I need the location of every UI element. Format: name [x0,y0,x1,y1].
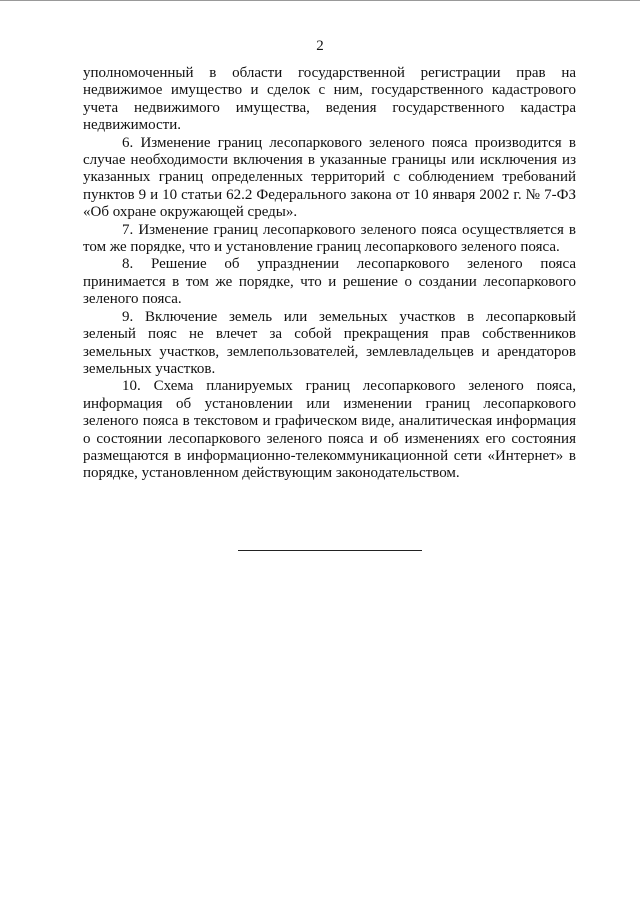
paragraph-10: 10. Схема планируемых границ лесопаркового зеленого пояса, информация об установлении или изменении границ лесопаркового зеленого пояса в текстовом и графическом виде, аналитическая информация о состоянии лесопаркового зеленого пояса и об изменениях его состояния размещаются в информационно-телекоммуникационной сети «Интернет» в порядке, установленном действующим законодательством. [83,378,576,482]
paragraph-6: 6. Изменение границ лесопаркового зеленого пояса производится в случае необходимости включения в указанные границы или исключения из указанных границ определенных территорий с соблюдением требований пунктов 9 и 10 статьи 62.2 Федерального закона от 10 января 2002 г. № 7-ФЗ «Об охране окружающей среды». [83,134,576,221]
end-separator-line [238,550,422,551]
document-body [83,65,576,483]
page-number: 2 [316,38,324,54]
page-top-edge [0,0,640,1]
paragraph-9: 9. Включение земель или земельных участков в лесопарковый зеленый пояс не влечет за собой прекращения прав собственников земельных участков, землепользователей, землевладельцев и арендаторов земельных участков. [83,308,576,377]
paragraph-8: 8. Решение об упразднении лесопаркового зеленого пояса принимается в том же порядке, что и решение о создании лесопаркового зеленого пояса. [83,256,576,308]
paragraph-7: 7. Изменение границ лесопаркового зеленого пояса осуществляется в том же порядке, что и установление границ лесопаркового зеленого пояса. [83,221,576,256]
paragraph-continuation: уполномоченный в области государственной регистрации прав на недвижимое имущество и сделок с ним, государственного кадастрового учета недвижимого имущества, ведения государственного кадастра недвижимости. [83,65,576,134]
